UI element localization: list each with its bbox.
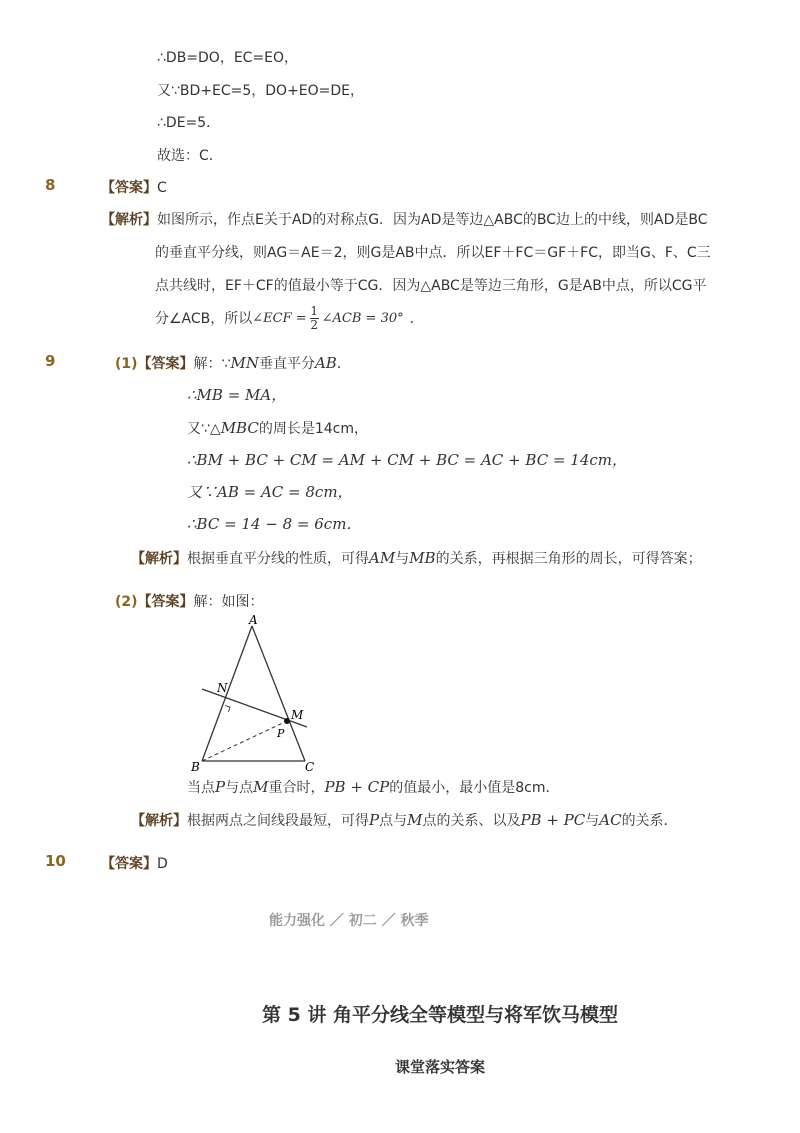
math-symbol: M: [407, 811, 423, 829]
q8-answer: [101, 177, 167, 197]
sub-question-number: (2): [115, 594, 138, 610]
q8-analysis-line-1: [101, 209, 708, 229]
math-symbol: AB: [314, 354, 337, 372]
formula-right: ∠ACB = 30°: [321, 310, 404, 326]
q8-analysis-line-2: 的垂直平分线，则AG＝AE＝2，则G是AB中点．所以EF＋FC＝GF＋FC，即当G、F、C三: [155, 245, 711, 261]
text: 重合时，: [268, 780, 325, 796]
math-symbol: MBC: [220, 419, 259, 437]
answer-tag: 【答案】: [137, 356, 194, 372]
text: 根据垂直平分线的性质，可得: [187, 551, 369, 567]
label-a: A: [249, 613, 258, 627]
math-symbol: M: [253, 778, 269, 796]
punctuation: ．: [409, 311, 424, 327]
fraction-numerator: 1: [310, 303, 318, 318]
page-footer: 能力强化 ／ 初二 ／ 秋季: [269, 913, 429, 929]
text: 解：如图：: [193, 594, 264, 610]
fraction: [310, 305, 319, 332]
label-c: C: [305, 760, 315, 774]
math-symbol: MB: [409, 549, 436, 567]
q8-analysis-line-3: 点共线时，EF＋CF的值最小等于CG．因为△ABC是等边三角形，G是AB中点，所以CG平: [155, 278, 707, 294]
text: 垂直平分: [258, 356, 315, 372]
point-m-dot: [284, 718, 290, 724]
prev-line-1: ∴DB=DO，EC=EO，: [157, 50, 299, 66]
answer-tag: 【答案】: [101, 180, 157, 196]
answer-tag: 【答案】: [101, 856, 157, 872]
sub-question-number: (1): [115, 356, 138, 372]
analysis-tag: 【解析】: [131, 813, 187, 829]
analysis-tag: 【解析】: [101, 212, 157, 228]
math-symbol: P: [215, 778, 226, 796]
right-angle-mark: [225, 706, 230, 713]
q9-p1-analysis: [131, 548, 702, 568]
question-number-10: 10: [45, 852, 66, 870]
q9-part1-answer-line: [115, 353, 351, 373]
text: 又∵△: [187, 421, 221, 437]
text: 解：∵: [193, 356, 231, 372]
answer-tag: 【答案】: [137, 594, 194, 610]
formula-left: ∠ECF =: [252, 310, 307, 326]
analysis-text: 如图所示，作点E关于AD的对称点G．因为AD是等边△ABC的BC边上的中线，则AD是BC: [157, 212, 708, 228]
section-subtitle: 课堂落实答案: [394, 1058, 485, 1076]
question-number-8: 8: [45, 176, 56, 194]
text: 当点: [187, 780, 215, 796]
math-symbol: MN: [230, 354, 259, 372]
q9-p1-line-3: ∴BM + BC + CM = AM + CM + BC = AC + BC = 14cm，: [187, 451, 627, 469]
math-symbol: AM: [369, 549, 396, 567]
prev-line-4: 故选：C．: [157, 148, 223, 164]
label-p: P: [277, 727, 285, 740]
lesson-title: 第 5 讲 角平分线全等模型与将军饮马模型: [261, 1004, 619, 1026]
answer-value: D: [157, 856, 168, 872]
q9-p2-analysis: [131, 810, 678, 830]
q9-p1-line-1: ∴MB = MA，: [187, 386, 287, 404]
text: 的关系．: [621, 813, 678, 829]
text: 与: [395, 551, 410, 567]
math-expression: PB + CP: [324, 778, 390, 796]
answer-value: C: [157, 180, 167, 196]
q9-part2-answer-line: [115, 591, 264, 611]
q10-answer: [101, 853, 168, 873]
triangle-figure: [185, 612, 325, 774]
side-ac: [252, 626, 305, 761]
q9-p2-line-1: [187, 777, 560, 797]
text: 点的关系、以及: [422, 813, 521, 829]
text: 点与: [379, 813, 408, 829]
label-m: M: [291, 708, 304, 722]
prev-line-3: ∴DE=5．: [157, 115, 221, 131]
text: 的关系，再根据三角形的周长，可得答案；: [435, 551, 702, 567]
prev-line-2: 又∵BD+EC=5，DO+EO=DE，: [157, 83, 365, 99]
text: ．: [336, 356, 351, 372]
label-n: N: [217, 681, 228, 695]
math-symbol: P: [369, 811, 380, 829]
analysis-text: 分∠ACB，所以: [155, 311, 253, 327]
text: 的周长是14cm，: [258, 421, 368, 437]
q9-p1-line-2: [187, 418, 368, 438]
q9-p1-line-4: 又∵AB = AC = 8cm，: [187, 483, 353, 501]
fraction-denominator: 2: [310, 317, 318, 332]
text: 根据两点之间线段最短，可得: [187, 813, 369, 829]
analysis-tag: 【解析】: [131, 551, 187, 567]
text: 的值最小，最小值是8cm．: [389, 780, 560, 796]
label-b: B: [191, 760, 200, 774]
math-symbol: AC: [599, 811, 622, 829]
text: 与点: [225, 780, 254, 796]
question-number-9: 9: [45, 352, 56, 370]
q8-analysis-line-4: [155, 300, 424, 336]
math-expression: PB + PC: [520, 811, 586, 829]
text: 与: [585, 813, 600, 829]
q9-p1-line-5: ∴BC = 14 − 8 = 6cm．: [187, 515, 362, 533]
